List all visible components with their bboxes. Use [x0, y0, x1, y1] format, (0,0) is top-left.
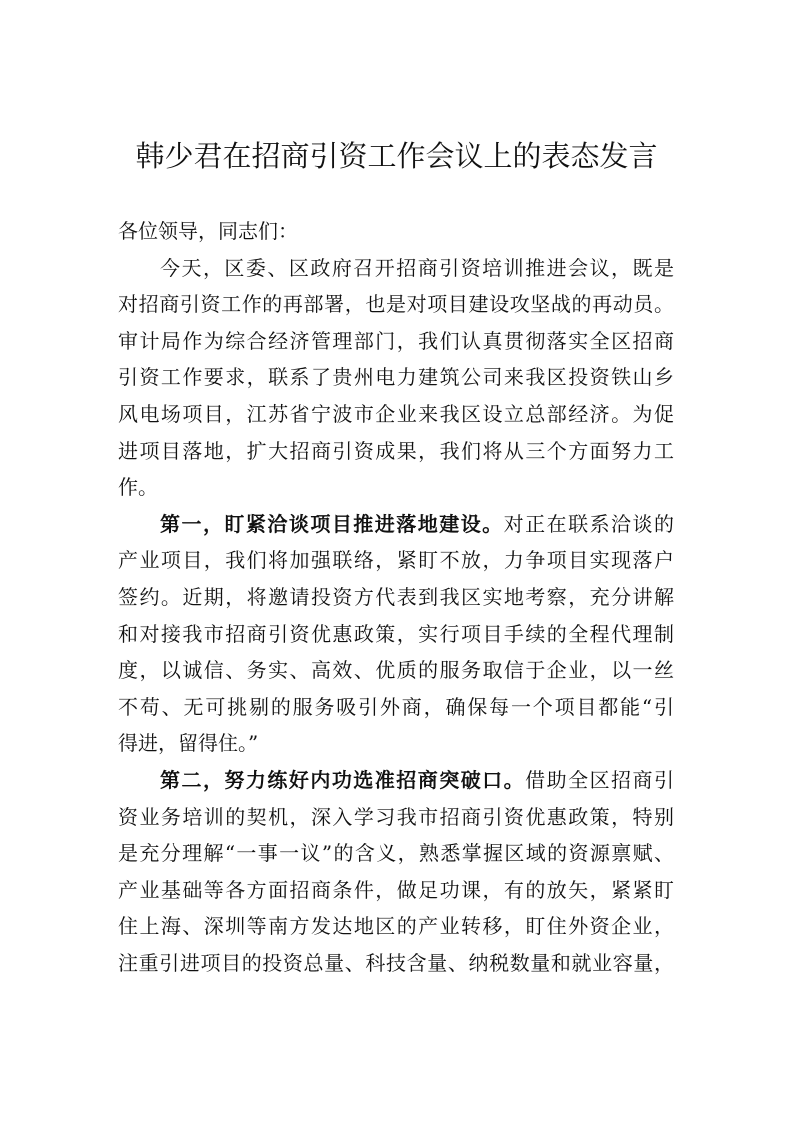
text-span: 借助全区招商引	[525, 767, 675, 792]
text-span: 对正在联系洽谈的	[503, 511, 675, 536]
text-line: 引资工作要求，联系了贵州电力建筑公司来我区投资铁山乡	[118, 365, 674, 390]
text-line: 资业务培训的契机，深入学习我市招商引资优惠政策，特别	[118, 804, 674, 829]
text-line: 注重引进项目的投资总量、科技含量、纳税数量和就业容量，	[118, 950, 674, 975]
text-line: 进项目落地，扩大招商引资成果，我们将从三个方面努力工	[118, 438, 674, 463]
text-line: 今天，区委、区政府召开招商引资培训推进会议，既是	[160, 255, 674, 280]
text-line: 不苟、无可挑剔的服务吸引外商，确保每一个项目都能“引	[118, 694, 674, 719]
greeting: 各位领导，同志们：	[118, 219, 298, 243]
text-line: 风电场项目，江苏省宁波市企业来我区设立总部经济。为促	[118, 401, 674, 426]
text-line: 和对接我市招商引资优惠政策，实行项目手续的全程代理制	[118, 621, 674, 646]
text-line: 签约。近期，将邀请投资方代表到我区实地考察，充分讲解	[118, 584, 674, 609]
point-heading: 第二，努力练好内功选准招商突破口。	[160, 767, 526, 792]
text-line: 得进，留得住。”	[118, 731, 259, 756]
paragraph-first-point	[118, 506, 674, 762]
text-line: 审计局作为综合经济管理部门，我们认真贯彻落实全区招商	[118, 328, 674, 353]
text-line	[118, 506, 674, 543]
text-line: 产业项目，我们将加强联络，紧盯不放，力争项目实现落户	[118, 548, 674, 573]
paragraph-intro	[118, 250, 674, 506]
paragraph-second-point	[118, 762, 674, 982]
text-line: 度，以诚信、务实、高效、优质的服务取信于企业，以一丝	[118, 658, 674, 683]
text-line: 作。	[118, 475, 158, 500]
text-line: 是充分理解“一事一议”的含义，熟悉掌握区域的资源禀赋、	[118, 841, 674, 866]
point-heading: 第一，盯紧洽谈项目推进落地建设。	[160, 511, 504, 536]
document-title: 韩少君在招商引资工作会议上的表态发言	[135, 139, 658, 173]
text-line: 住上海、深圳等南方发达地区的产业转移，盯住外资企业，	[118, 914, 674, 939]
text-line: 产业基础等各方面招商条件，做足功课，有的放矢，紧紧盯	[118, 877, 674, 902]
text-line: 对招商引资工作的再部署，也是对项目建设攻坚战的再动员。	[118, 292, 674, 317]
text-line	[118, 762, 674, 799]
document-body	[118, 213, 674, 981]
